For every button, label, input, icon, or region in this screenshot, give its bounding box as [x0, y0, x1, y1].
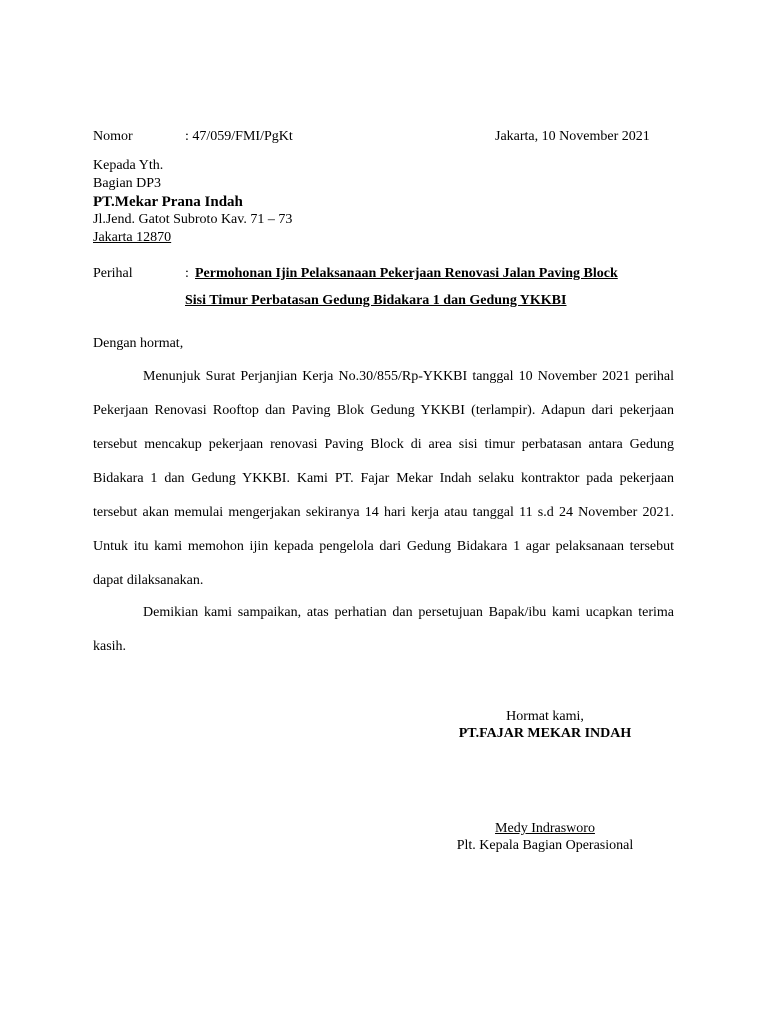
signatory-name: Medy Indrasworo — [495, 821, 595, 836]
body-paragraph-2: Demikian kami sampaikan, atas perhatian dan persetujuan Bapak/ibu kami ucapkan terima kasih. — [93, 605, 674, 654]
subject-colon: : — [185, 266, 189, 281]
signature-closing: Hormat kami, — [506, 709, 584, 724]
body-paragraph-1: Menunjuk Surat Perjanjian Kerja No.30/855/Rp-YKKBI tanggal 10 November 2021 perihal Pekerjaan Renovasi Rooftop dan Paving Blok Gedung YKKBI (terlampir). Adapun dari pekerjaan tersebut mencakup pekerjaan renovasi Paving Block di area sisi timur perbatasan antara Gedung Bidakara 1 dan Gedung YKKBI. Kami PT. Fajar Mekar Indah selaku kontraktor pada pekerjaan tersebut akan memulai mengerjakan sekiranya 14 hari kerja atau tanggal 11 s.d 24 November 2021. Untuk itu kami memohon ijin kepada pengelola dari Gedung Bidakara 1 agar pelaksanaan tersebut dapat dilaksanakan. — [93, 369, 674, 588]
salutation: Dengan hormat, — [93, 336, 184, 351]
recipient-city: Jakarta 12870 — [93, 230, 172, 245]
recipient-street: Jl.Jend. Gatot Subroto Kav. 71 – 73 — [93, 212, 293, 227]
subject-line-1: Permohonan Ijin Pelaksanaan Pekerjaan Renovasi Jalan Paving Block — [195, 266, 618, 281]
letter-number-label: Nomor — [93, 129, 133, 144]
subject-line-2: Sisi Timur Perbatasan Gedung Bidakara 1 dan Gedung YKKBI — [185, 293, 567, 308]
letter-date: Jakarta, 10 November 2021 — [495, 129, 650, 144]
recipient-department: Bagian DP3 — [93, 176, 162, 191]
signature-company: PT.FAJAR MEKAR INDAH — [458, 726, 632, 741]
recipient-company: PT.Mekar Prana Indah — [93, 194, 243, 210]
letter-number-value: : 47/059/FMI/PgKt — [185, 129, 293, 144]
subject-label: Perihal — [93, 266, 133, 281]
signatory-title: Plt. Kepala Bagian Operasional — [456, 838, 634, 853]
recipient-greeting: Kepada Yth. — [93, 158, 164, 173]
